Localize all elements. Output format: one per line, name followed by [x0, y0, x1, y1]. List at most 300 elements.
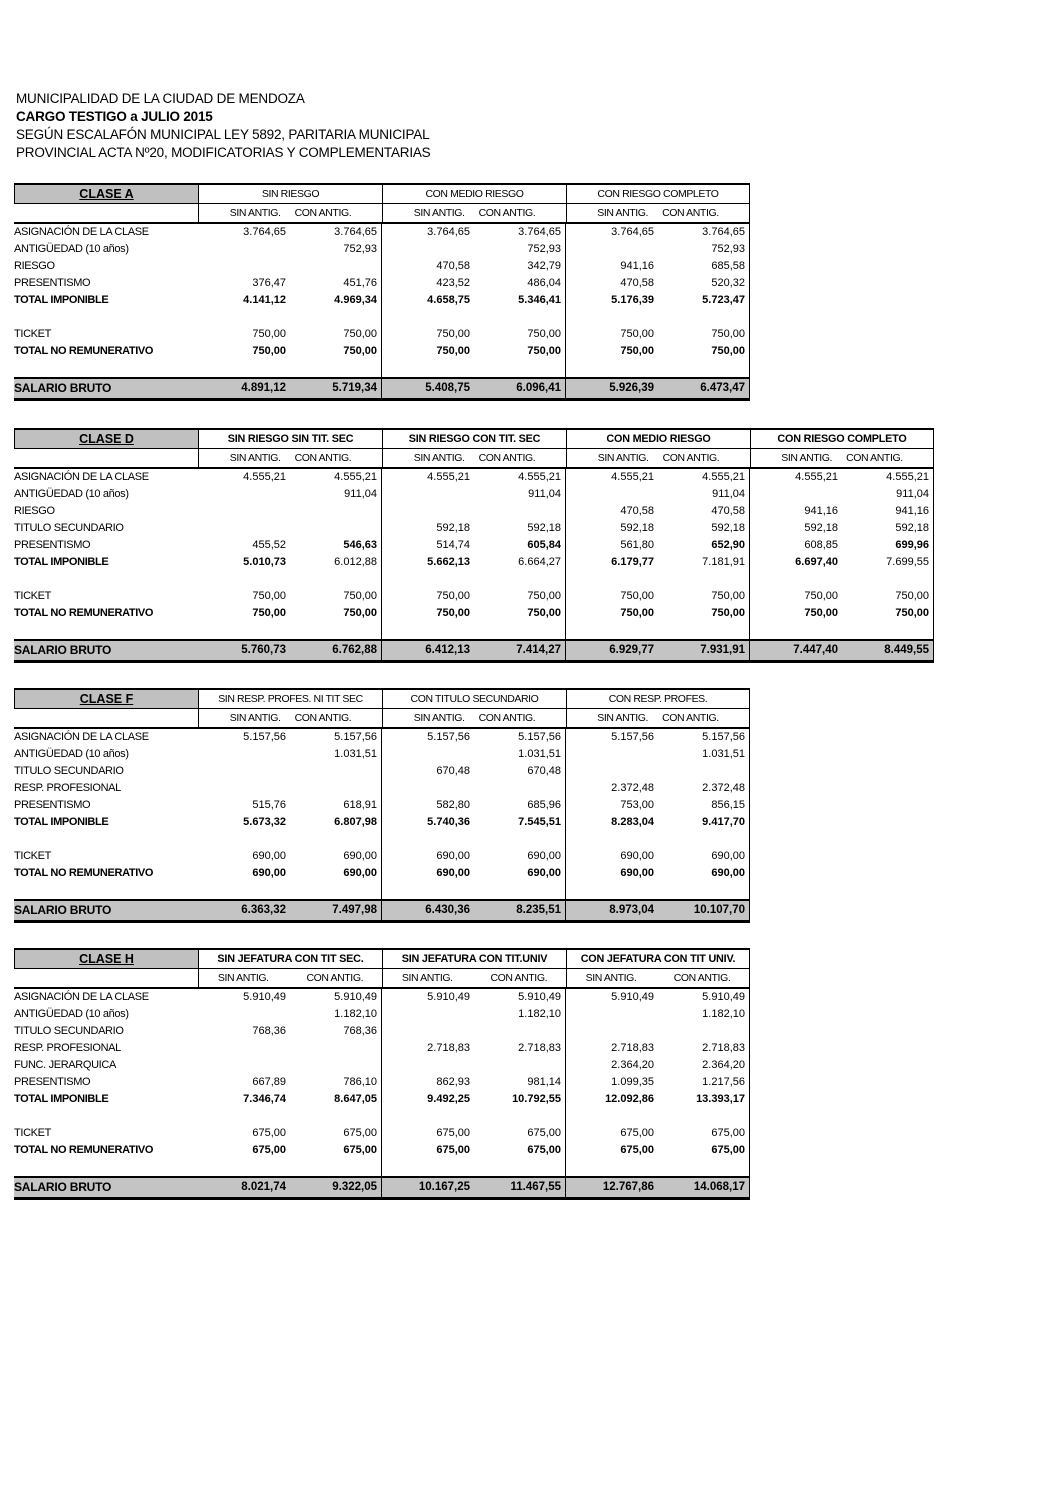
row-label	[14, 882, 198, 899]
value-cell: 750,00	[436, 590, 470, 602]
value-cell: 470,58	[620, 277, 654, 289]
value-cell	[842, 571, 934, 588]
table-row	[14, 1023, 750, 1040]
group-header-cell: CON MEDIO RIESGO	[382, 183, 566, 204]
value-cell: 2.718,83	[474, 1040, 566, 1057]
value-cell: 9.417,70	[658, 814, 750, 831]
value-cell	[198, 780, 290, 797]
row-label	[14, 831, 198, 848]
value-cell: 5.157,56	[290, 729, 382, 746]
value-cell: 5.723,47	[658, 292, 750, 309]
value-cell	[382, 831, 474, 848]
value-cell: 2.364,20	[611, 1059, 654, 1071]
value-cell: 690,00	[436, 867, 470, 879]
value-cell	[198, 571, 290, 588]
value-cell	[658, 1108, 750, 1125]
value-cell	[566, 241, 658, 258]
value-cell	[658, 309, 750, 326]
table-row	[14, 360, 750, 377]
table-row	[14, 729, 750, 746]
value-cell: 9.492,25	[427, 1093, 470, 1105]
subheader-cell	[198, 709, 382, 727]
value-cell: 6.363,32	[241, 904, 286, 916]
value-cell: 1.099,35	[611, 1076, 654, 1088]
value-cell: 750,00	[436, 345, 470, 357]
table-row	[14, 1040, 750, 1057]
value-cell: 690,00	[658, 865, 750, 882]
value-cell	[566, 1108, 658, 1125]
value-cell	[198, 503, 290, 520]
subheader-cell	[566, 204, 750, 222]
value-cell	[198, 831, 290, 848]
value-cell: 3.764,65	[658, 224, 750, 241]
value-cell: 592,18	[842, 520, 934, 537]
value-cell: 750,00	[842, 605, 934, 622]
row-label	[14, 1159, 198, 1176]
value-cell: 675,00	[658, 1142, 750, 1159]
value-cell: 675,00	[436, 1144, 470, 1156]
value-cell: 911,04	[842, 486, 934, 503]
table-row	[14, 486, 934, 503]
table-row	[14, 882, 750, 899]
row-label: TOTAL NO REMUNERATIVO	[14, 607, 154, 619]
value-cell	[382, 503, 474, 520]
value-cell: 4.658,75	[427, 294, 470, 306]
value-cell: 4.555,21	[243, 471, 286, 483]
value-cell: 750,00	[658, 343, 750, 360]
value-cell	[566, 571, 658, 588]
value-cell: 7.447,40	[793, 644, 838, 656]
value-cell: 750,00	[620, 328, 654, 340]
table-row	[14, 814, 750, 831]
value-cell	[198, 763, 290, 780]
table-row	[14, 241, 750, 258]
value-cell: 3.764,65	[611, 226, 654, 238]
value-cell: 618,91	[290, 797, 382, 814]
group-header-cell: SIN JEFATURA CON TIT.UNIV	[382, 948, 566, 969]
value-cell: 4.555,21	[842, 469, 934, 486]
value-cell: 12.767,86	[602, 1181, 654, 1193]
row-label	[14, 360, 198, 377]
value-cell	[198, 258, 290, 275]
salario-bruto-row	[14, 377, 750, 401]
value-cell	[474, 309, 566, 326]
value-cell: 5.408,75	[425, 382, 470, 394]
value-cell	[474, 882, 566, 899]
table-row	[14, 469, 934, 486]
table-row	[14, 1074, 750, 1091]
value-cell: 10.792,55	[474, 1091, 566, 1108]
value-cell: 6.929,77	[609, 644, 654, 656]
value-cell: 10.107,70	[658, 901, 750, 920]
salario-bruto-row	[14, 639, 934, 663]
subheader-cell	[198, 204, 382, 222]
value-cell: 7.181,91	[658, 554, 750, 571]
value-cell	[474, 622, 566, 639]
table-row	[14, 1125, 750, 1142]
value-cell	[658, 1159, 750, 1176]
subheader-sin-antig: SIN ANTIG.	[597, 452, 649, 464]
value-cell: 1.182,10	[290, 1006, 382, 1023]
value-cell: 470,58	[620, 505, 654, 517]
row-label: ASIGNACIÓN DE LA CLASE	[14, 226, 149, 238]
value-cell	[474, 1159, 566, 1176]
row-label: SALARIO BRUTO	[14, 643, 112, 657]
group-header-cell: SIN RIESGO CON TIT. SEC	[382, 428, 566, 449]
value-cell: 4.555,21	[290, 469, 382, 486]
value-cell: 470,58	[436, 260, 470, 272]
value-cell: 2.372,48	[611, 782, 654, 794]
table-subheader-row	[14, 709, 750, 729]
value-cell: 690,00	[620, 867, 654, 879]
row-label: TOTAL IMPONIBLE	[14, 294, 109, 306]
value-cell: 3.764,65	[427, 226, 470, 238]
value-cell: 5.910,49	[611, 991, 654, 1003]
value-cell	[382, 1108, 474, 1125]
value-cell: 4.141,12	[243, 294, 286, 306]
table-row	[14, 520, 934, 537]
subheader-con-antig: CON ANTIG.	[306, 972, 364, 984]
class-label-cell: CLASE F	[14, 688, 198, 709]
value-cell: 5.010,73	[243, 556, 286, 568]
table-row	[14, 1159, 750, 1176]
value-cell: 6.179,77	[611, 556, 654, 568]
value-cell: 750,00	[290, 588, 382, 605]
subheader-con-antig: CON ANTIG.	[662, 712, 719, 724]
row-label	[14, 571, 198, 588]
value-cell	[290, 882, 382, 899]
value-cell: 7.414,27	[474, 641, 566, 660]
value-cell	[474, 831, 566, 848]
value-cell: 5.910,49	[474, 989, 566, 1006]
row-label: PRESENTISMO	[14, 799, 91, 811]
table-row	[14, 537, 934, 554]
subheader-sin-antig: SIN ANTIG.	[413, 207, 465, 219]
value-cell: 6.012,88	[290, 554, 382, 571]
value-cell: 750,00	[290, 326, 382, 343]
value-cell	[290, 1108, 382, 1125]
value-cell: 750,00	[252, 607, 286, 619]
table-row	[14, 588, 934, 605]
subheader-cell	[382, 204, 566, 222]
value-cell: 520,32	[658, 275, 750, 292]
row-label: SALARIO BRUTO	[14, 381, 112, 395]
salario-bruto-row	[14, 899, 750, 923]
value-cell: 699,96	[842, 537, 934, 554]
value-cell: 750,00	[804, 607, 838, 619]
value-cell	[198, 1159, 290, 1176]
table-subheader-row	[14, 449, 934, 469]
value-cell: 3.764,65	[243, 226, 286, 238]
value-cell: 5.157,56	[243, 731, 286, 743]
salary-table-clase-f	[14, 688, 750, 923]
value-cell	[566, 1159, 658, 1176]
subheader-cell	[198, 449, 382, 467]
subheader-con-antig: CON ANTIG.	[294, 712, 352, 724]
row-label: ASIGNACIÓN DE LA CLASE	[14, 471, 149, 483]
value-cell: 670,48	[474, 763, 566, 780]
value-cell: 455,52	[252, 539, 286, 551]
doc-title-line: PROVINCIAL ACTA Nº20, MODIFICATORIAS Y COMPLEMENTARIAS	[16, 145, 431, 160]
value-cell: 7.545,51	[474, 814, 566, 831]
value-cell: 605,84	[474, 537, 566, 554]
table-row	[14, 554, 934, 571]
value-cell: 768,36	[252, 1025, 286, 1037]
value-cell: 750,00	[252, 590, 286, 602]
value-cell: 6.473,47	[658, 379, 750, 398]
value-cell: 6.412,13	[425, 644, 470, 656]
subheader-cell	[566, 449, 750, 467]
value-cell: 752,93	[474, 241, 566, 258]
subheader-cell	[198, 969, 382, 987]
value-cell: 342,79	[474, 258, 566, 275]
value-cell: 2.718,83	[658, 1040, 750, 1057]
value-cell: 690,00	[436, 850, 470, 862]
value-cell: 856,15	[658, 797, 750, 814]
table-header-row	[14, 688, 750, 709]
row-label	[14, 1108, 198, 1125]
row-label: TICKET	[14, 328, 52, 340]
value-cell: 6.697,40	[795, 556, 838, 568]
value-cell: 675,00	[620, 1127, 654, 1139]
value-cell: 2.364,20	[658, 1057, 750, 1074]
value-cell	[290, 1159, 382, 1176]
value-cell: 514,74	[436, 539, 470, 551]
value-cell: 941,16	[842, 503, 934, 520]
value-cell: 5.662,13	[427, 556, 470, 568]
value-cell: 5.157,56	[658, 729, 750, 746]
subheader-sin-antig: SIN ANTIG.	[217, 972, 269, 984]
value-cell	[198, 746, 290, 763]
table-row	[14, 224, 750, 241]
subheader-cell	[382, 449, 566, 467]
doc-header	[16, 90, 430, 162]
value-cell	[382, 746, 474, 763]
value-cell: 5.176,39	[611, 294, 654, 306]
table-row	[14, 763, 750, 780]
value-cell	[198, 486, 290, 503]
value-cell: 750,00	[658, 588, 750, 605]
table-row	[14, 622, 934, 639]
row-label: SALARIO BRUTO	[14, 1180, 112, 1194]
value-cell: 768,36	[290, 1023, 382, 1040]
value-cell: 675,00	[658, 1125, 750, 1142]
table-header-row	[14, 948, 750, 969]
value-cell	[658, 1023, 750, 1040]
table-row	[14, 275, 750, 292]
value-cell	[290, 571, 382, 588]
value-cell: 5.673,32	[243, 816, 286, 828]
value-cell: 592,18	[658, 520, 750, 537]
value-cell: 685,58	[658, 258, 750, 275]
value-cell: 11.467,55	[474, 1178, 566, 1197]
value-cell: 608,85	[804, 539, 838, 551]
subheader-con-antig: CON ANTIG.	[673, 972, 731, 984]
value-cell: 670,48	[436, 765, 470, 777]
value-cell: 1.182,10	[658, 1006, 750, 1023]
subheader-sin-antig: SIN ANTIG.	[229, 712, 281, 724]
value-cell	[658, 360, 750, 377]
value-cell	[198, 1057, 290, 1074]
table-row	[14, 1108, 750, 1125]
value-cell: 6.807,98	[290, 814, 382, 831]
value-cell	[566, 360, 658, 377]
value-cell	[566, 882, 658, 899]
value-cell	[658, 571, 750, 588]
value-cell	[382, 486, 474, 503]
salario-bruto-row	[14, 1176, 750, 1200]
value-cell: 675,00	[436, 1127, 470, 1139]
row-label: ANTIGÜEDAD (10 años)	[14, 748, 129, 760]
value-cell: 3.764,65	[290, 224, 382, 241]
value-cell: 752,93	[658, 241, 750, 258]
value-cell: 690,00	[290, 848, 382, 865]
value-cell: 675,00	[252, 1127, 286, 1139]
value-cell: 2.372,48	[658, 780, 750, 797]
table-row	[14, 1006, 750, 1023]
table-row	[14, 989, 750, 1006]
value-cell	[566, 831, 658, 848]
value-cell	[198, 1108, 290, 1125]
value-cell: 750,00	[658, 605, 750, 622]
doc-title-line: SEGÚN ESCALAFÓN MUNICIPAL LEY 5892, PARITARIA MUNICIPAL	[16, 127, 430, 142]
value-cell: 5.926,39	[609, 382, 654, 394]
value-cell: 690,00	[474, 848, 566, 865]
group-header-cell: SIN RIESGO SIN TIT. SEC	[198, 428, 382, 449]
value-cell: 8.021,74	[241, 1181, 286, 1193]
value-cell	[658, 622, 750, 639]
value-cell: 376,47	[252, 277, 286, 289]
value-cell	[566, 1023, 658, 1040]
value-cell: 423,52	[436, 277, 470, 289]
value-cell: 10.167,25	[418, 1181, 470, 1193]
subheader-spacer	[14, 709, 198, 727]
value-cell: 941,16	[620, 260, 654, 272]
value-cell: 4.891,12	[241, 382, 286, 394]
subheader-cell	[382, 709, 566, 727]
value-cell: 8.449,55	[842, 641, 934, 660]
row-label: RESP. PROFESIONAL	[14, 782, 121, 794]
value-cell	[198, 360, 290, 377]
salary-table-clase-a	[14, 183, 750, 401]
value-cell: 675,00	[620, 1144, 654, 1156]
value-cell	[290, 258, 382, 275]
value-cell: 592,18	[436, 522, 470, 534]
table-row	[14, 831, 750, 848]
row-label: RESP. PROFESIONAL	[14, 1042, 121, 1054]
row-label: TOTAL IMPONIBLE	[14, 1093, 109, 1105]
subheader-sin-antig: SIN ANTIG.	[229, 207, 281, 219]
value-cell: 862,93	[436, 1076, 470, 1088]
value-cell: 1.031,51	[474, 746, 566, 763]
row-label: SALARIO BRUTO	[14, 903, 112, 917]
row-label: ANTIGÜEDAD (10 años)	[14, 488, 129, 500]
value-cell	[290, 360, 382, 377]
class-label-cell: CLASE H	[14, 948, 198, 969]
value-cell	[290, 520, 382, 537]
value-cell: 750,00	[620, 607, 654, 619]
subheader-con-antig: CON ANTIG.	[478, 207, 536, 219]
value-cell: 750,00	[252, 328, 286, 340]
table-subheader-row	[14, 969, 750, 989]
group-header-cell: SIN RESP. PROFES. NI TIT SEC	[198, 688, 382, 709]
row-label: TICKET	[14, 1127, 52, 1139]
value-cell	[566, 1006, 658, 1023]
subheader-sin-antig: SIN ANTIG.	[781, 452, 833, 464]
row-label: RIESGO	[14, 505, 55, 517]
doc-title-line: CARGO TESTIGO a JULIO 2015	[16, 109, 213, 124]
value-cell: 4.555,21	[795, 471, 838, 483]
value-cell	[566, 309, 658, 326]
table-row	[14, 343, 750, 360]
value-cell	[198, 1040, 290, 1057]
value-cell: 4.555,21	[427, 471, 470, 483]
value-cell	[382, 360, 474, 377]
row-label: TOTAL IMPONIBLE	[14, 556, 109, 568]
value-cell	[382, 780, 474, 797]
value-cell	[474, 1057, 566, 1074]
value-cell: 2.718,83	[427, 1042, 470, 1054]
value-cell: 582,80	[436, 799, 470, 811]
value-cell	[474, 1108, 566, 1125]
value-cell: 753,00	[620, 799, 654, 811]
value-cell	[566, 622, 658, 639]
value-cell: 752,93	[290, 241, 382, 258]
row-label: TITULO SECUNDARIO	[14, 765, 124, 777]
value-cell	[198, 241, 290, 258]
value-cell: 750,00	[474, 605, 566, 622]
row-label: TITULO SECUNDARIO	[14, 522, 124, 534]
row-label: ANTIGÜEDAD (10 años)	[14, 243, 129, 255]
value-cell: 6.664,27	[474, 554, 566, 571]
value-cell: 690,00	[252, 867, 286, 879]
value-cell	[290, 622, 382, 639]
value-cell: 5.157,56	[427, 731, 470, 743]
value-cell: 5.910,49	[658, 989, 750, 1006]
value-cell: 750,00	[436, 328, 470, 340]
subheader-sin-antig: SIN ANTIG.	[229, 452, 281, 464]
value-cell	[566, 746, 658, 763]
value-cell: 5.157,56	[474, 729, 566, 746]
value-cell	[566, 486, 658, 503]
row-label: PRESENTISMO	[14, 1076, 91, 1088]
table-row	[14, 292, 750, 309]
value-cell	[290, 1057, 382, 1074]
value-cell	[382, 1057, 474, 1074]
value-cell	[290, 1040, 382, 1057]
table-subheader-row	[14, 204, 750, 224]
value-cell: 5.157,56	[611, 731, 654, 743]
value-cell: 652,90	[658, 537, 750, 554]
row-label: TICKET	[14, 590, 52, 602]
value-cell	[382, 1023, 474, 1040]
subheader-con-antig: CON ANTIG.	[478, 712, 536, 724]
value-cell	[842, 622, 934, 639]
value-cell	[474, 503, 566, 520]
value-cell: 750,00	[290, 343, 382, 360]
subheader-spacer	[14, 969, 198, 987]
value-cell: 14.068,17	[658, 1178, 750, 1197]
value-cell: 675,00	[474, 1142, 566, 1159]
value-cell	[750, 571, 842, 588]
group-header-cell: SIN RIESGO	[198, 183, 382, 204]
value-cell	[474, 780, 566, 797]
row-label: PRESENTISMO	[14, 539, 91, 551]
row-label: FUNC. JERARQUICA	[14, 1059, 116, 1071]
value-cell	[382, 309, 474, 326]
value-cell	[290, 309, 382, 326]
value-cell: 5.910,49	[427, 991, 470, 1003]
